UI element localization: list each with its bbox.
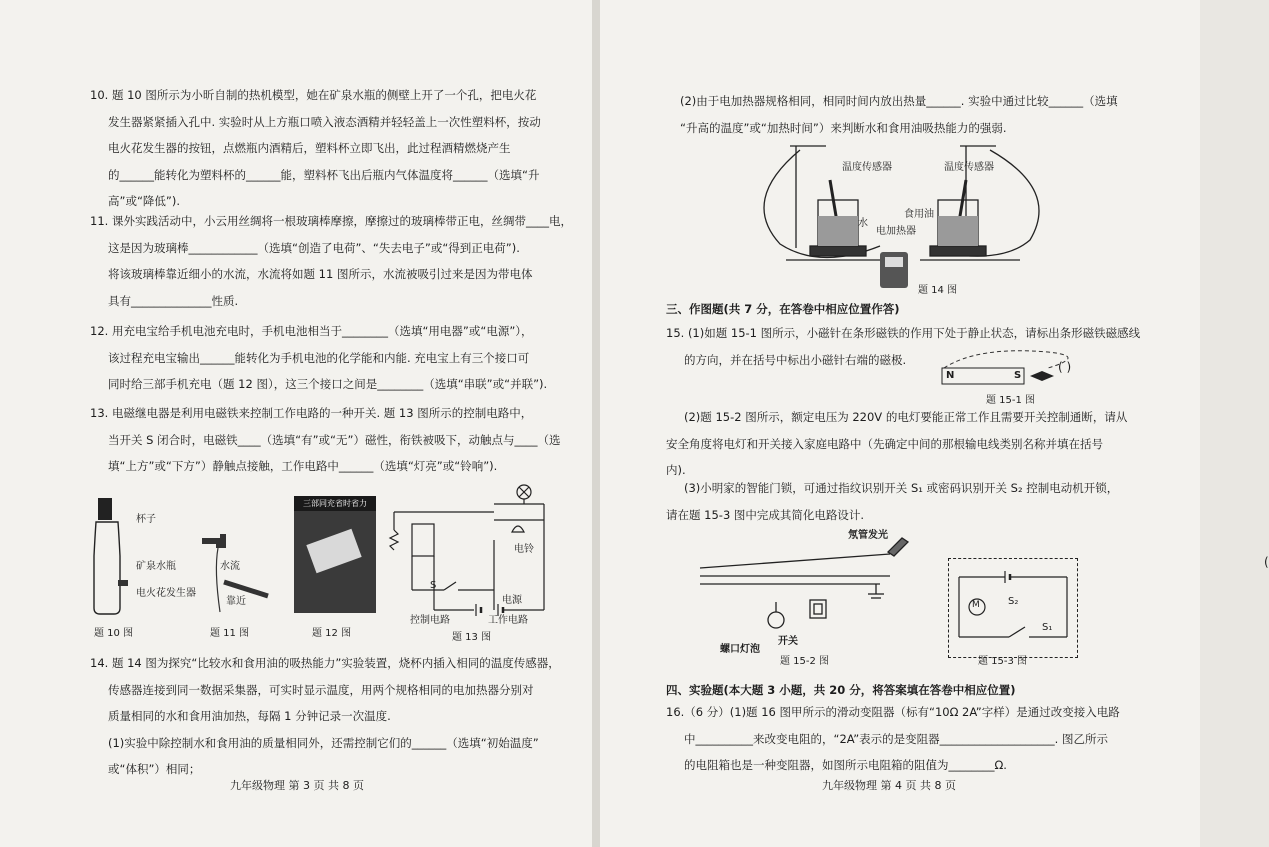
q14-line: (1)实验中除控制水和食用油的质量相同外，还需控制它们的______（选填“初始温度” xyxy=(108,735,539,750)
question-14-part2 xyxy=(680,88,1118,141)
switch-s-shape xyxy=(444,582,456,590)
switch-label: 开关 xyxy=(778,636,798,647)
igniter-shape xyxy=(118,580,128,586)
faucet-shape xyxy=(202,534,226,548)
s1-label: S₁ xyxy=(1042,622,1053,633)
spring-shape xyxy=(390,530,398,550)
bottle-label: 矿泉水瓶 xyxy=(136,561,176,572)
q11-line: 将该玻璃棒靠近细小的水流，水流将如题 11 图所示，水流被吸引过来是因为带电体 xyxy=(108,267,533,281)
plastic-cup-shape xyxy=(98,498,112,520)
q16-line: 中__________来改变电阻的，“2A”表示的是变阻器____________________. 图乙所示 xyxy=(684,731,1108,746)
question-15-3 xyxy=(666,475,1118,528)
fig15-1-caption: 题 15-1 图 xyxy=(986,395,1036,406)
q14-line: 质量相同的水和食用油加热，每隔 1 分钟记录一次温度. xyxy=(108,709,391,723)
q15-2-line: (2)题 15-2 图所示，额定电压为 220V 的电灯要能正常工作且需要开关控制通断，请从 xyxy=(684,410,1128,424)
lock-circuit-figure xyxy=(949,559,1077,657)
circuit-bracket: ( xyxy=(1264,555,1269,569)
q15-line: 15. (1)如题 15-1 图所示，小磁针在条形磁铁的作用下处于静止状态，请标出条形磁铁磁感线 xyxy=(666,326,1141,340)
q15-line: 的方向，并在括号中标出小磁针右端的磁极. xyxy=(684,352,907,367)
test-pen-shape xyxy=(888,538,908,556)
power-label: 电源 xyxy=(502,595,522,606)
question-10 xyxy=(90,82,541,215)
q13-line: 填“上方”或“下方”）静触点接触，工作电路中______（选填“灯亮”或“铃响”). xyxy=(108,459,498,473)
water-label: 水 xyxy=(858,218,868,229)
power-bank-photo xyxy=(294,496,376,613)
question-13 xyxy=(90,400,560,480)
neon-label: 氖管发光 xyxy=(848,530,888,541)
q10-line: 电火花发生器的按钮，点燃瓶内酒精后，塑料杯立即飞出，此过程酒精燃烧产生 xyxy=(108,141,511,155)
q13-line: 当开关 S 闭合时，电磁铁____（选填“有”或“无”）磁性，衔铁被吸下，动触点与____（选 xyxy=(108,432,561,447)
cup-label: 杯子 xyxy=(136,514,156,525)
question-16 xyxy=(666,699,1120,779)
q10-line: 高”或“降低”). xyxy=(108,194,181,208)
near-label: 靠近 xyxy=(226,596,246,607)
left-page xyxy=(0,0,592,847)
left-page-footer: 九年级物理 第 3 页 共 8 页 xyxy=(230,779,364,792)
question-14 xyxy=(90,650,560,783)
heater-label: 电加热器 xyxy=(876,226,916,237)
q14-line: 传感器连接到同一数据采集器，可实时显示温度，用两个规格相同的电加热器分别对 xyxy=(108,682,534,697)
right-page-footer: 九年级物理 第 4 页 共 8 页 xyxy=(822,779,956,792)
heater-2 xyxy=(930,246,986,256)
q15-3-line: 请在题 15-3 图中完成其简化电路设计. xyxy=(666,507,865,522)
q15-3-line: (3)小明家的智能门锁，可通过指纹识别开关 S₁ 或密码识别开关 S₂ 控制电动机开锁， xyxy=(684,481,1119,495)
water-label: 水流 xyxy=(220,561,240,572)
q12-line: 12. 用充电宝给手机电池充电时，手机电池相当于________（选填“用电器”或“电源”）， xyxy=(90,324,533,338)
q15-2-line: 安全角度将电灯和开关接入家庭电路中（先确定中间的那根输电线类别名称并填在括号 xyxy=(666,436,1103,451)
question-11 xyxy=(90,208,572,314)
section-4-heading: 四、实验题(本大题 3 小题，共 20 分，将答案填在答卷中相应位置) xyxy=(666,683,1016,697)
bottle-outline xyxy=(94,522,120,614)
switch-shape xyxy=(810,600,826,618)
bell-label: 电铃 xyxy=(514,544,534,555)
fig15-2-caption: 题 15-2 图 xyxy=(780,656,830,667)
q11-line: 这是因为玻璃棒____________（选填“创造了电荷”、“失去电子”或“得到正电荷”). xyxy=(108,240,520,255)
sensor2-label: 温度传感器 xyxy=(944,162,994,173)
q10-line: 发生器紧紧插入孔中. 实验时从上方瓶口喷入液态酒精并轻轻盖上一次性塑料杯，按动 xyxy=(108,114,541,129)
igniter-label: 电火花发生器 xyxy=(136,588,196,599)
q13-line: 13. 电磁继电器是利用电磁铁来控制工作电路的一种开关. 题 13 图所示的控制电路中， xyxy=(90,406,533,420)
oil-label: 食用油 xyxy=(904,209,934,220)
water-fill xyxy=(818,216,858,246)
field-line xyxy=(944,351,1068,368)
lock-circuit-box xyxy=(948,558,1078,658)
s2-label: S₂ xyxy=(1008,596,1019,607)
q11-line: 11. 课外实践活动中，小云用丝绸将一根玻璃棒摩擦，摩擦过的玻璃棒带正电，丝绸带____电， xyxy=(90,214,572,228)
work-circuit-label: 工作电路 xyxy=(488,615,528,626)
fig14-caption: 题 14 图 xyxy=(918,285,958,296)
electromagnet-coil xyxy=(412,524,434,556)
fig13-caption: 题 13 图 xyxy=(452,632,492,643)
switch-label: S xyxy=(430,580,437,591)
q10-line: 的______能转化为塑料杯的______能，塑料杯飞出后瓶内气体温度将______（选填“升 xyxy=(108,167,540,182)
power-bank-shape xyxy=(306,529,361,574)
control-circuit-label: 控制电路 xyxy=(410,615,450,626)
lamp-label: 螺口灯泡 xyxy=(720,644,760,655)
fig11-caption: 题 11 图 xyxy=(210,628,250,639)
q12-line: 同时给三部手机充电（题 12 图），这三个接口之间是________（选填“串联”或“并联”). xyxy=(108,377,548,391)
q14b-line: (2)由于电加热器规格相同，相同时间内放出热量______. 实验中通过比较______（选填 xyxy=(680,94,1118,108)
q14b-line: “升高的温度”或“加热时间”）来判断水和食用油吸热能力的强弱. xyxy=(680,120,1007,135)
question-12 xyxy=(90,318,547,398)
sensor1-label: 温度传感器 xyxy=(842,162,892,173)
oil-fill xyxy=(938,216,978,246)
q14-line: 14. 题 14 图为探究“比较水和食用油的吸热能力”实验装置，烧杯内插入相同的温度传感器， xyxy=(90,656,560,670)
bulb-shape xyxy=(768,612,784,628)
page-gutter xyxy=(592,0,600,847)
q10-line: 10. 题 10 图所示为小昕自制的热机模型，她在矿泉水瓶的侧壁上开了一个孔，把电火花 xyxy=(90,88,537,102)
fig15-3-caption: 题 15-3 图 xyxy=(978,656,1028,667)
section-3-heading: 三、作图题(共 7 分，在答卷中相应位置作答) xyxy=(666,302,900,316)
powerbank-title: 三部同充省时省力 xyxy=(294,496,376,511)
magnet-s-label: S xyxy=(1014,370,1022,381)
q16-line: 16.（6 分）(1)题 16 图甲所示的滑动变阻器（标有“10Ω 2A”字样）是通过改变接入电路 xyxy=(666,705,1120,719)
question-15-2 xyxy=(666,404,1127,484)
fig10-caption: 题 10 图 xyxy=(94,628,134,639)
q11-line: 具有______________性质. xyxy=(108,293,239,308)
compass-needle-shape xyxy=(1030,371,1054,381)
motor-label: M xyxy=(972,600,980,610)
magnet-bracket: ( ) xyxy=(1058,360,1072,374)
fig12-caption: 题 12 图 xyxy=(312,628,352,639)
q15-2-line: 内). xyxy=(666,463,686,477)
q12-line: 该过程充电宝输出______能转化为手机电池的化学能和内能. 充电宝上有三个接口可 xyxy=(108,350,530,365)
right-page xyxy=(600,0,1269,847)
bell-shape xyxy=(512,526,524,532)
q14-line: 或“体积”）相同； xyxy=(108,762,201,776)
q16-line: 的电阻箱也是一种变阻器，如图所示电阻箱的阻值为________Ω. xyxy=(684,758,1007,772)
magnet-n-label: N xyxy=(946,370,955,381)
heater-1 xyxy=(810,246,866,256)
